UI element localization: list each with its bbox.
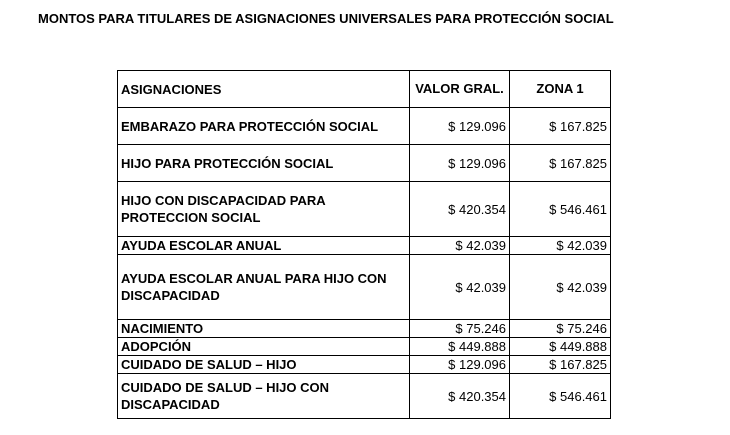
row-general-value: $ 129.096 (410, 108, 510, 145)
row-zone-1-value: $ 546.461 (510, 374, 611, 419)
table-row (118, 356, 611, 374)
allowances-table (117, 70, 611, 419)
table-row (118, 255, 611, 320)
row-label: CUIDADO DE SALUD – HIJO CON DISCAPACIDAD (118, 374, 410, 419)
table-row (118, 145, 611, 182)
row-general-value: $ 42.039 (410, 237, 510, 255)
header-zone-1: ZONA 1 (510, 71, 611, 108)
row-zone-1-value: $ 546.461 (510, 182, 611, 237)
row-general-value: $ 42.039 (410, 255, 510, 320)
table-row (118, 108, 611, 145)
table-row (118, 320, 611, 338)
row-zone-1-value: $ 167.825 (510, 108, 611, 145)
row-label: HIJO PARA PROTECCIÓN SOCIAL (118, 145, 410, 182)
row-general-value: $ 449.888 (410, 338, 510, 356)
row-label: HIJO CON DISCAPACIDAD PARA PROTECCION SOCIAL (118, 182, 410, 237)
row-general-value: $ 420.354 (410, 182, 510, 237)
row-general-value: $ 420.354 (410, 374, 510, 419)
row-zone-1-value: $ 42.039 (510, 237, 611, 255)
table-row (118, 374, 611, 419)
row-general-value: $ 129.096 (410, 356, 510, 374)
table-row (118, 182, 611, 237)
row-label: ADOPCIÓN (118, 338, 410, 356)
row-zone-1-value: $ 75.246 (510, 320, 611, 338)
row-zone-1-value: $ 167.825 (510, 356, 611, 374)
row-label: NACIMIENTO (118, 320, 410, 338)
row-general-value: $ 75.246 (410, 320, 510, 338)
row-zone-1-value: $ 42.039 (510, 255, 611, 320)
row-zone-1-value: $ 449.888 (510, 338, 611, 356)
header-allowances: ASIGNACIONES (118, 71, 410, 108)
row-general-value: $ 129.096 (410, 145, 510, 182)
header-general-value: VALOR GRAL. (410, 71, 510, 108)
table-row (118, 237, 611, 255)
row-label: AYUDA ESCOLAR ANUAL (118, 237, 410, 255)
row-label: EMBARAZO PARA PROTECCIÓN SOCIAL (118, 108, 410, 145)
row-label: AYUDA ESCOLAR ANUAL PARA HIJO CON DISCAPACIDAD (118, 255, 410, 320)
table-header-row (118, 71, 611, 108)
table-row (118, 338, 611, 356)
document-title: MONTOS PARA TITULARES DE ASIGNACIONES UNIVERSALES PARA PROTECCIÓN SOCIAL (38, 11, 614, 26)
row-label: CUIDADO DE SALUD – HIJO (118, 356, 410, 374)
row-zone-1-value: $ 167.825 (510, 145, 611, 182)
